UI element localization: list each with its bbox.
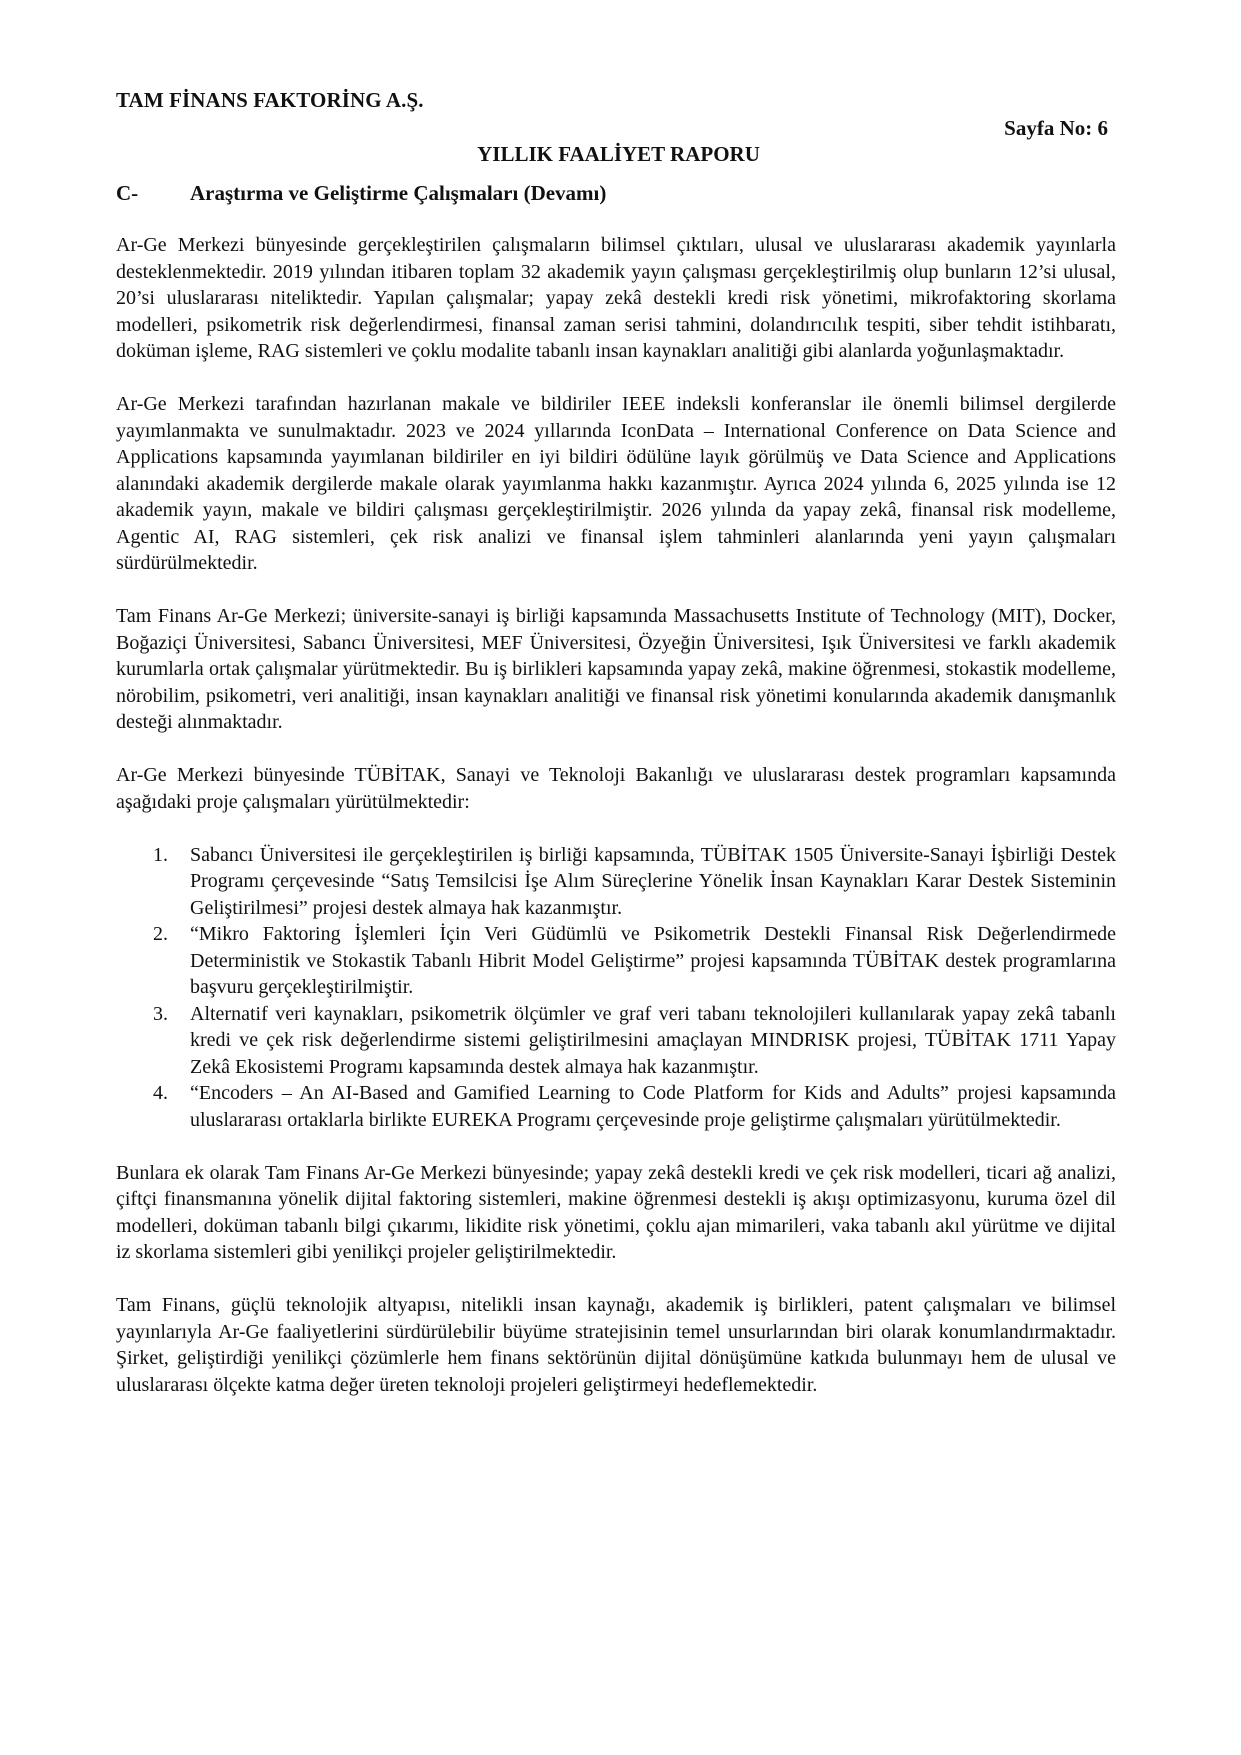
list-item-text: Alternatif veri kaynakları, psikometrik ölçümler ve graf veri tabanı teknolojileri kullanılarak yapay zekâ tabanlı kredi ve çek risk değerlendirme sistemi geliştirilmesini amaçlayan MINDRISK projesi, TÜBİTAK 1711 Yapay Zekâ Ekosistemi Programı kapsamında destek almaya hak kazanmıştır. (190, 1002, 1116, 1078)
report-title (0, 142, 1241, 167)
list-item-number: 3. (153, 1002, 168, 1025)
paragraph-conferences: Ar-Ge Merkezi tarafından hazırlanan makale ve bildiriler IEEE indeksli konferanslar ile önemli bilimsel dergilerde yayımlanmakta ve sunulmaktadır. 2023 ve 2024 yıllarında IconData – International Conference on Data Science and Applications kapsamında yayımlanan bildiriler en iyi bildiri ödülüne layık görülmüş ve Data Science and Applications alanındaki akademik dergilerde makale olarak yayımlanma hakkı kazanmıştır. Ayrıca 2024 yılında 6, 2025 yılında ise 12 akademik yayın, makale ve bildiri çalışması gerçekleştirilmiştir. 2026 yılında da yapay zekâ, finansal risk modelleme, Agentic AI, RAG sistemleri, çek risk analizi ve finansal işlem tahminleri alanlarında yeni yayın çalışmaları sürdürülmektedir. (116, 393, 1116, 574)
list-item-text: “Encoders – An AI-Based and Gamified Learning to Code Platform for Kids and Adults” projesi kapsamında uluslararası ortaklarla birlikte EUREKA Programı çerçevesinde proje geliştirme çalışmaları yürütülmektedir. (190, 1082, 1116, 1131)
company-name: TAM FİNANS FAKTORİNG A.Ş. (116, 88, 424, 112)
list-item (116, 1001, 1116, 1081)
paragraph-publications: Ar-Ge Merkezi bünyesinde gerçekleştirilen çalışmaların bilimsel çıktıları, ulusal ve uluslararası akademik yayınlarla desteklenmektedir. 2019 yılından itibaren toplam 32 akademik yayın çalışması gerçekleştirilmiş olup bunların 12’si ulusal, 20’si uluslararası niteliktedir. Yapılan çalışmalar; yapay zekâ destekli kredi risk yönetimi, mikrofaktoring skorlama modelleri, psikometrik risk değerlendirmesi, finansal zaman serisi tahmini, dolandırıcılık tespiti, siber tehdit istihbaratı, doküman işleme, RAG sistemleri ve çoklu modalite tabanlı insan kaynakları analitiği gibi alanlarda yoğunlaşmaktadır. (116, 234, 1116, 362)
list-item-number: 4. (153, 1082, 168, 1104)
list-item (116, 842, 1116, 922)
list-item-number: 1. (153, 843, 168, 866)
list-item-number: 2. (153, 923, 168, 945)
list-item-text: Sabancı Üniversitesi ile gerçekleştirilen iş birliği kapsamında, TÜBİTAK 1505 Üniversite-Sanayi İşbirliği Destek Programı çerçevesinde “Satış Temsilcisi İşe Alım Süreçlerine Yönelik İnsan Kaynakları Karar Destek Sisteminin Geliştirilmesi” projesi destek almaya hak kazanmıştır. (190, 843, 1116, 919)
list-item-text: “Mikro Faktoring İşlemleri İçin Veri Güdümlü ve Psikometrik Destekli Finansal Risk Değerlendirmede Deterministik ve Stokastik Tabanlı Hibrit Model Geliştirme” projesi kapsamında TÜBİTAK destek programlarına başvuru gerçekleştirilmiştir. (190, 923, 1116, 998)
paragraph-innovative-projects: Bunlara ek olarak Tam Finans Ar-Ge Merkezi bünyesinde; yapay zekâ destekli kredi ve çek risk modelleri, ticari ağ analizi, çiftçi finansmanına yönelik dijital faktoring sistemleri, makine öğrenmesi destekli iş akışı optimizasyonu, kuruma özel dil modelleri, doküman tabanlı bilgi çıkarımı, likidite risk yönetimi, çoklu ajan mimarileri, vaka tabanlı akıl yürütme ve dijital iz skorlama sistemleri gibi yenilikçi projeler geliştirilmektedir. (116, 1161, 1116, 1263)
paragraph-collaborations: Tam Finans Ar-Ge Merkezi; üniversite-sanayi iş birliği kapsamında Massachusetts Institute of Technology (MIT), Docker, Boğaziçi Üniversitesi, Sabancı Üniversitesi, MEF Üniversitesi, Özyeğin Üniversitesi, Işık Üniversitesi ve farklı akademik kurumlarla ortak çalışmalar yürütmektedir. Bu iş birlikleri kapsamında yapay zekâ, makine öğrenmesi, stokastik modelleme, nörobilim, psikometri, veri analitiği, insan kaynakları analitiği ve finansal risk yönetimi konularında akademik danışmanlık desteği alınmaktadır. (116, 605, 1116, 733)
section-letter: C- (116, 181, 139, 205)
section-heading (116, 181, 606, 206)
paragraph-strategy: Tam Finans, güçlü teknolojik altyapısı, nitelikli insan kaynağı, akademik iş birlikleri, patent çalışmaları ve bilimsel yayınlarıyla Ar-Ge faaliyetlerini sürdürülebilir büyüme stratejisinin temel unsurlarından biri olarak konumlandırmaktadır. Şirket, geliştirdiği yenilikçi çözümlerle hem finans sektörünün dijital dönüşümüne katkıda bulunmayı hem de ulusal ve uluslararası ölçekte katma değer üreten teknoloji projeleri geliştirmeyi hedeflemektedir. (116, 1294, 1116, 1396)
list-item (116, 1080, 1116, 1133)
paragraph-projects-intro: Ar-Ge Merkezi bünyesinde TÜBİTAK, Sanayi ve Teknoloji Bakanlığı ve uluslararası destek programları kapsamında aşağıdaki proje çalışmaları yürütülmektedir: (116, 764, 1116, 813)
project-list (116, 842, 1116, 1134)
page-number: Sayfa No: 6 (1004, 116, 1108, 140)
document-body (116, 232, 1116, 1425)
report-title-text: YILLIK FAALİYET RAPORU (477, 142, 760, 166)
section-title: Araştırma ve Geliştirme Çalışmaları (Devamı) (190, 181, 607, 205)
list-item (116, 921, 1116, 1001)
